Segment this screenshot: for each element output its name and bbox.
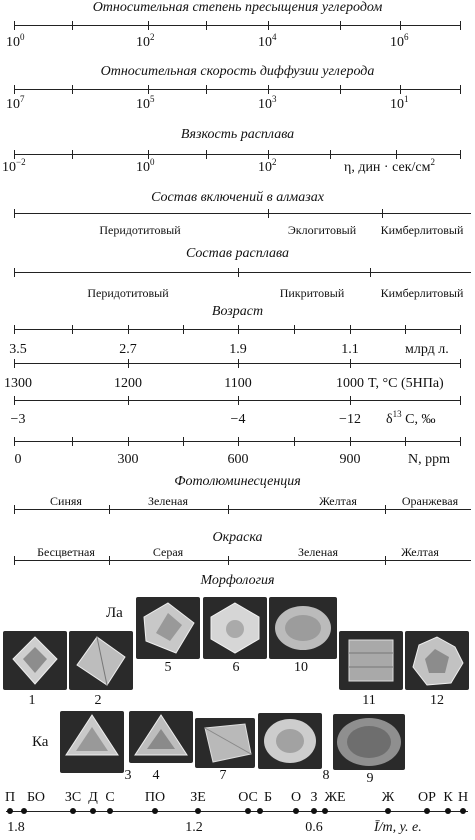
axis-label: $10^0$ xyxy=(6,32,25,50)
code-label: ОР xyxy=(418,790,436,805)
crystal-photo-1 xyxy=(3,631,67,690)
category-label: Зеленая xyxy=(298,545,338,559)
crystal-number: 3 xyxy=(124,768,132,783)
axis-label: 1000 xyxy=(336,376,364,391)
tick xyxy=(268,85,269,94)
axis-label: −3 xyxy=(10,412,26,427)
tick xyxy=(340,21,341,30)
tick xyxy=(460,21,461,30)
tick xyxy=(405,437,406,446)
code-label: С xyxy=(105,790,115,805)
crystal-number: 12 xyxy=(430,693,444,708)
crystal-number: 5 xyxy=(164,660,172,675)
axis-label: $10^{-2}$ xyxy=(2,157,26,175)
tick xyxy=(109,505,110,514)
code-label: БО xyxy=(26,790,46,805)
code-marker xyxy=(195,808,201,814)
tick xyxy=(460,85,461,94)
axis-label: $10^7$ xyxy=(6,94,25,112)
axis-label: $10^6$ xyxy=(390,32,409,50)
tick xyxy=(206,21,207,30)
code-label: ЗС xyxy=(64,790,82,805)
tick xyxy=(268,150,269,159)
axis-unit: T, °C (5НПа) xyxy=(368,376,444,391)
tick xyxy=(72,150,73,159)
tick xyxy=(14,556,15,565)
code-marker xyxy=(70,808,76,814)
code-label: П xyxy=(4,790,16,805)
category-label: Эклогитовый xyxy=(287,223,357,237)
tick xyxy=(148,21,149,30)
row-title-age: Возраст xyxy=(211,304,264,319)
axis-label: −4 xyxy=(230,412,246,427)
tick xyxy=(396,150,397,159)
tick xyxy=(238,325,239,334)
tick xyxy=(382,209,383,218)
category-label: Пикритовый xyxy=(279,286,345,300)
tick xyxy=(238,396,239,405)
crystal-photo-12 xyxy=(405,631,469,690)
tick xyxy=(14,150,15,159)
tick xyxy=(148,150,149,159)
code-marker xyxy=(460,808,466,814)
axis-label: 1.1 xyxy=(341,342,359,357)
row-title-diffusion: Относительная скорость диффузии углерода xyxy=(100,64,375,79)
code-marker xyxy=(322,808,328,814)
code-label: ОС xyxy=(238,790,258,805)
axis-label: 900 xyxy=(339,452,361,467)
crystal-number: 4 xyxy=(152,768,160,783)
code-marker xyxy=(293,808,299,814)
tick xyxy=(385,556,386,565)
axis-label: 0.6 xyxy=(305,820,323,835)
tick xyxy=(340,85,341,94)
row-title-photoluminescence: Фотолюминесценция xyxy=(174,474,301,489)
tick xyxy=(350,396,351,405)
axis-label: 0 xyxy=(14,452,22,467)
tick xyxy=(400,85,401,94)
tick xyxy=(238,437,239,446)
tick xyxy=(128,396,129,405)
crystal-photo-10 xyxy=(269,597,337,659)
axis-label: 3.5 xyxy=(9,342,27,357)
crystal-number: 1 xyxy=(28,693,36,708)
axis-label: 1.2 xyxy=(185,820,203,835)
tick xyxy=(72,325,73,334)
code-marker xyxy=(21,808,27,814)
tick xyxy=(385,505,386,514)
tick xyxy=(14,437,15,446)
tick xyxy=(268,21,269,30)
tick xyxy=(128,325,129,334)
tick xyxy=(128,359,129,368)
tick xyxy=(14,505,15,514)
tick xyxy=(206,85,207,94)
axis-line xyxy=(14,509,471,510)
code-marker xyxy=(385,808,391,814)
axis-label: 1.8 xyxy=(7,820,25,835)
category-label: Желтая xyxy=(401,545,439,559)
crystal-photo-5 xyxy=(136,597,200,659)
tick xyxy=(238,359,239,368)
row-title-morphology: Морфология xyxy=(200,573,275,588)
row-title-colour: Окраска xyxy=(212,530,263,545)
category-label: Оранжевая xyxy=(401,494,459,508)
axis-label: $10^0$ xyxy=(136,157,155,175)
tick xyxy=(14,85,15,94)
category-label: Желтая xyxy=(319,494,357,508)
crystal-photo-11 xyxy=(339,631,403,690)
crystal-photo-4 xyxy=(129,711,193,763)
axis-label: 2.7 xyxy=(119,342,137,357)
tick xyxy=(294,325,295,334)
tick xyxy=(72,437,73,446)
axis-label: −12 xyxy=(339,412,361,427)
code-label: К xyxy=(443,790,453,805)
axis-line xyxy=(14,560,471,561)
code-marker xyxy=(311,808,317,814)
tick xyxy=(330,150,331,159)
tick xyxy=(14,325,15,334)
tick xyxy=(294,437,295,446)
tick xyxy=(350,437,351,446)
tick xyxy=(72,85,73,94)
axis-label: $10^1$ xyxy=(390,94,409,112)
axis-line xyxy=(14,213,471,214)
crystal-photo-3 xyxy=(60,711,124,773)
category-label: Кимберлитовый xyxy=(380,286,464,300)
category-label: Перидотитовый xyxy=(87,286,169,300)
tick xyxy=(370,268,371,277)
code-label: Д xyxy=(88,790,98,805)
tick xyxy=(183,437,184,446)
axis-label: 1300 xyxy=(4,376,32,391)
tick xyxy=(460,150,461,159)
axis-label: 1100 xyxy=(224,376,252,391)
tick xyxy=(14,359,15,368)
tick xyxy=(238,268,239,277)
code-label: ЗЕ xyxy=(190,790,206,805)
code-marker xyxy=(90,808,96,814)
axis-label: $10^3$ xyxy=(258,94,277,112)
axis-label: 1200 xyxy=(114,376,142,391)
category-label: Кимберлитовый xyxy=(380,223,464,237)
code-marker xyxy=(245,808,251,814)
crystal-photo-6 xyxy=(203,597,267,659)
tick xyxy=(460,396,461,405)
code-marker xyxy=(424,808,430,814)
row-title-melt: Состав расплава xyxy=(186,246,289,261)
code-label: О xyxy=(290,790,302,805)
tick xyxy=(400,21,401,30)
crystal-photo-2 xyxy=(69,631,133,690)
tick xyxy=(350,325,351,334)
axis-label: $10^2$ xyxy=(258,157,277,175)
code-marker xyxy=(152,808,158,814)
category-label: Бесцветная xyxy=(37,545,95,559)
code-label: ПО xyxy=(144,790,166,805)
tick xyxy=(268,209,269,218)
tick xyxy=(14,209,15,218)
axis-label: $10^4$ xyxy=(258,32,277,50)
axis-unit: млрд л. xyxy=(405,342,449,357)
tick xyxy=(460,325,461,334)
tick xyxy=(14,21,15,30)
crystal-photo-9 xyxy=(333,714,405,770)
axis-unit: η, дин · сек/$см^2$ xyxy=(344,157,435,175)
row-title-inclusions: Состав включений в алмазах xyxy=(151,190,324,205)
crystal-number: 9 xyxy=(366,771,374,786)
row-title-supersaturation: Относительная степень пресыщения углеродом xyxy=(92,0,383,15)
tick xyxy=(14,268,15,277)
axis-label: $10^2$ xyxy=(136,32,155,50)
code-label: Б xyxy=(263,790,273,805)
code-label: Н xyxy=(457,790,469,805)
tick xyxy=(405,325,406,334)
category-label: Серая xyxy=(152,545,184,559)
axis-line xyxy=(14,25,461,26)
axis-label: 600 xyxy=(227,452,249,467)
tick xyxy=(460,359,461,368)
crystal-number: 10 xyxy=(294,660,308,675)
crystal-photo-7 xyxy=(195,718,255,768)
group-label-ka: Ка xyxy=(32,734,49,750)
tick xyxy=(109,556,110,565)
axis-label: 300 xyxy=(117,452,139,467)
code-marker xyxy=(7,808,13,814)
tick xyxy=(228,505,229,514)
axis-label: $10^5$ xyxy=(136,94,155,112)
tick xyxy=(228,556,229,565)
crystal-number: 2 xyxy=(94,693,102,708)
code-label: Ж xyxy=(381,790,395,805)
crystal-number: 11 xyxy=(362,693,376,708)
category-label: Зеленая xyxy=(148,494,188,508)
category-label: Перидотитовый xyxy=(99,223,181,237)
code-label: З xyxy=(310,790,318,805)
tick xyxy=(206,150,207,159)
code-marker xyxy=(257,808,263,814)
axis-line xyxy=(14,89,461,90)
code-marker xyxy=(445,808,451,814)
crystal-number: 7 xyxy=(219,768,227,783)
tick xyxy=(183,325,184,334)
axis-unit: Ī/m, у. е. xyxy=(374,820,422,835)
group-label-la: Ла xyxy=(106,605,123,621)
tick xyxy=(72,21,73,30)
code-label: ЖЕ xyxy=(324,790,346,805)
tick xyxy=(14,396,15,405)
tick xyxy=(350,359,351,368)
code-marker xyxy=(107,808,113,814)
tick xyxy=(148,85,149,94)
tick xyxy=(460,437,461,446)
axis-line xyxy=(14,154,461,155)
crystal-photo-8 xyxy=(258,713,322,769)
axis-line xyxy=(14,272,471,273)
crystal-number: 6 xyxy=(232,660,240,675)
crystal-number: 8 xyxy=(322,768,330,783)
axis-unit: N, ppm xyxy=(408,452,450,467)
row-title-viscosity: Вязкость расплава xyxy=(180,127,295,142)
axis-label: 1.9 xyxy=(229,342,247,357)
category-label: Синяя xyxy=(50,494,82,508)
tick xyxy=(128,437,129,446)
axis-unit: $\delta^{13}$ C, ‰ xyxy=(386,409,436,427)
